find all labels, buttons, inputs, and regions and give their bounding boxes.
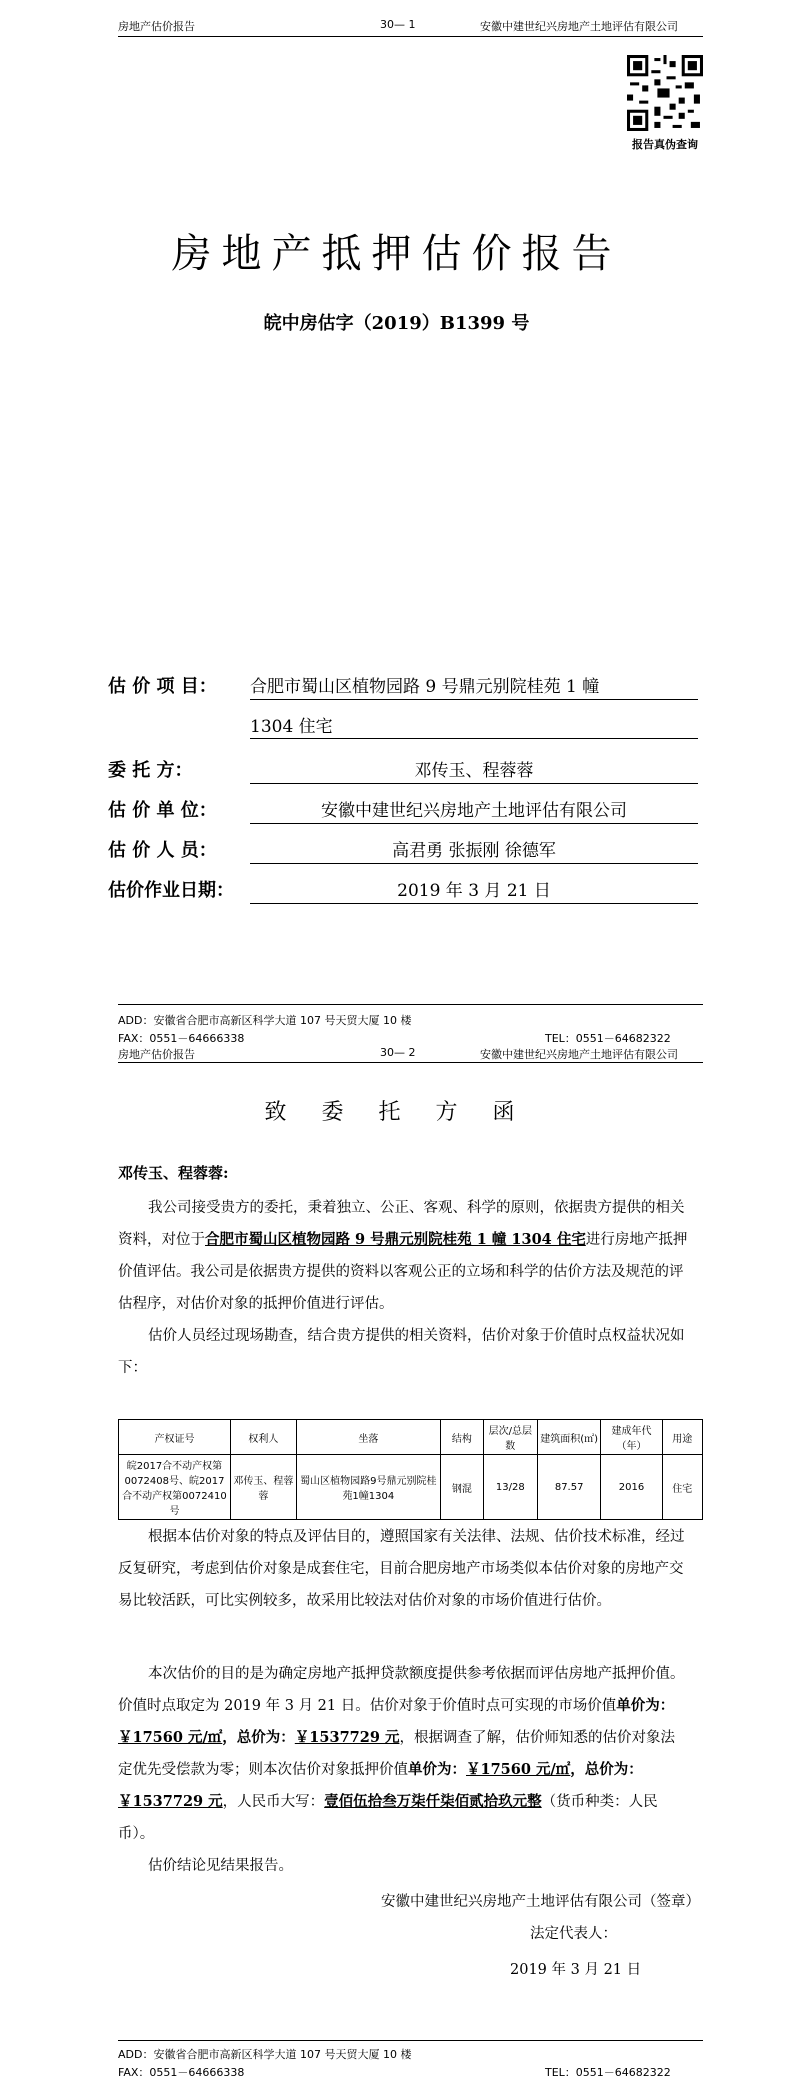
field-value-project: 合肥市蜀山区植物园路 9 号鼎元别院桂苑 1 幢 xyxy=(250,677,600,697)
paragraph-4: 本次估价的目的是为确定房地产抵押贷款额度提供参考依据而评估房地产抵押价值。价值时点取定为 2019 年 3 月 21 日。估价对象于价值时点可实现的市场价值单价为：￥17560 元/㎡，总价为：￥1537729 元，根据调查了解，估价师知悉的估价对象法定优先受偿款为零；则本次估价对象抵押价值单价为：￥17560 元/㎡，总价为：￥1537729 元，人民币大写：壹佰伍拾叁万柒仟柒佰贰拾玖元整（货币种类：人民币）。 xyxy=(118,1666,685,1842)
footer-address: ADD：安徽省合肥市高新区科学大道 107 号天贸大厦 10 楼 xyxy=(118,1014,412,1027)
property-table: 产权证号 权利人 坐落 结构 层次/总层数 建筑面积(㎡) 建成年代（年） 用途 皖2017合不动产权第0072408号、皖2017合不动产权第0072410号 邓传玉、程蓉蓉 蜀山区植物园路9号鼎元别院桂苑1幢1304 钢混 13/28 87.57 2016 住宅 xyxy=(118,1419,703,1520)
field-value-client: 邓传玉、程蓉蓉 xyxy=(414,761,534,781)
footer-fax: FAX：0551－64666338 xyxy=(118,1032,245,1045)
paragraph-2: 估价人员经过现场勘查，结合贵方提供的相关资料，估价对象于价值时点权益状况如下： xyxy=(118,1328,685,1376)
report-title: 房地产抵押估价报告 xyxy=(171,231,622,277)
footer-fax: FAX：0551－64666338 xyxy=(118,2066,245,2079)
page-number: 30— 1 xyxy=(380,18,416,31)
paragraph-1: 我公司接受贵方的委托，秉着独立、公正、客观、科学的原则，依据贵方提供的相关资料，对位于合肥市蜀山区植物园路 9 号鼎元别院桂苑 1 幢 1304 住宅进行房地产抵押价值评估。我公司是依据贵方提供的资料以客观公正的立场和科学的估价方法及规范的评估程序，对估价对象的抵押价值进行评估。 xyxy=(118,1200,688,1312)
footer-tel: TEL：0551－64682322 xyxy=(545,2066,671,2079)
paragraph-5: 估价结论见结果报告。 xyxy=(148,1858,293,1874)
signature-company: 安徽中建世纪兴房地产土地评估有限公司（签章） xyxy=(381,1894,700,1910)
qr-caption: 报告真伪查询 xyxy=(632,138,698,151)
page-header-right: 安徽中建世纪兴房地产土地评估有限公司 xyxy=(480,20,678,33)
signature-date: 2019 年 3 月 21 日 xyxy=(510,1962,642,1978)
page-header-left: 房地产估价报告 xyxy=(118,20,195,33)
field-label-client: 委 托 方： xyxy=(108,760,193,781)
field-value-appraisers: 高君勇 张振刚 徐德军 xyxy=(392,841,556,861)
field-label-date: 估价作业日期： xyxy=(108,880,234,901)
paragraph-3: 根据本估价对象的特点及评估目的，遵照国家有关法律、法规、估价技术标准，经过反复研究，考虑到估价对象是成套住宅，目前合肥房地产市场类似本估价对象的房地产交易比较活跃，可比实例较多，故采用比较法对估价对象的市场价值进行估价。 xyxy=(118,1529,685,1609)
field-label-appraisers: 估 价 人 员： xyxy=(108,840,217,861)
footer-address: ADD：安徽省合肥市高新区科学大道 107 号天贸大厦 10 楼 xyxy=(118,2048,412,2061)
signature-representative: 法定代表人： xyxy=(530,1926,617,1942)
field-label-project: 估 价 项 目： xyxy=(108,676,217,697)
field-label-appraiser-org: 估 价 单 位： xyxy=(108,800,217,821)
table-row: 皖2017合不动产权第0072408号、皖2017合不动产权第0072410号 邓传玉、程蓉蓉 蜀山区植物园路9号鼎元别院桂苑1幢1304 钢混 13/28 87.57 2016 住宅 xyxy=(119,1455,703,1520)
page-header-left: 房地产估价报告 xyxy=(118,1048,195,1061)
salutation: 邓传玉、程蓉蓉: xyxy=(118,1164,229,1182)
page-number: 30— 2 xyxy=(380,1046,416,1059)
letter-title: 致 委 托 方 函 xyxy=(264,1100,529,1125)
footer-tel: TEL：0551－64682322 xyxy=(545,1032,671,1045)
field-value-date: 2019 年 3 月 21 日 xyxy=(397,881,551,901)
qr-code-icon[interactable] xyxy=(627,55,703,131)
header-rule xyxy=(118,36,703,37)
page-header-right: 安徽中建世纪兴房地产土地评估有限公司 xyxy=(480,1048,678,1061)
field-value-project-line2: 1304 住宅 xyxy=(250,717,333,737)
report-number: 皖中房估字（2019）B1399 号 xyxy=(263,313,530,334)
field-value-appraiser-org: 安徽中建世纪兴房地产土地评估有限公司 xyxy=(321,801,627,821)
